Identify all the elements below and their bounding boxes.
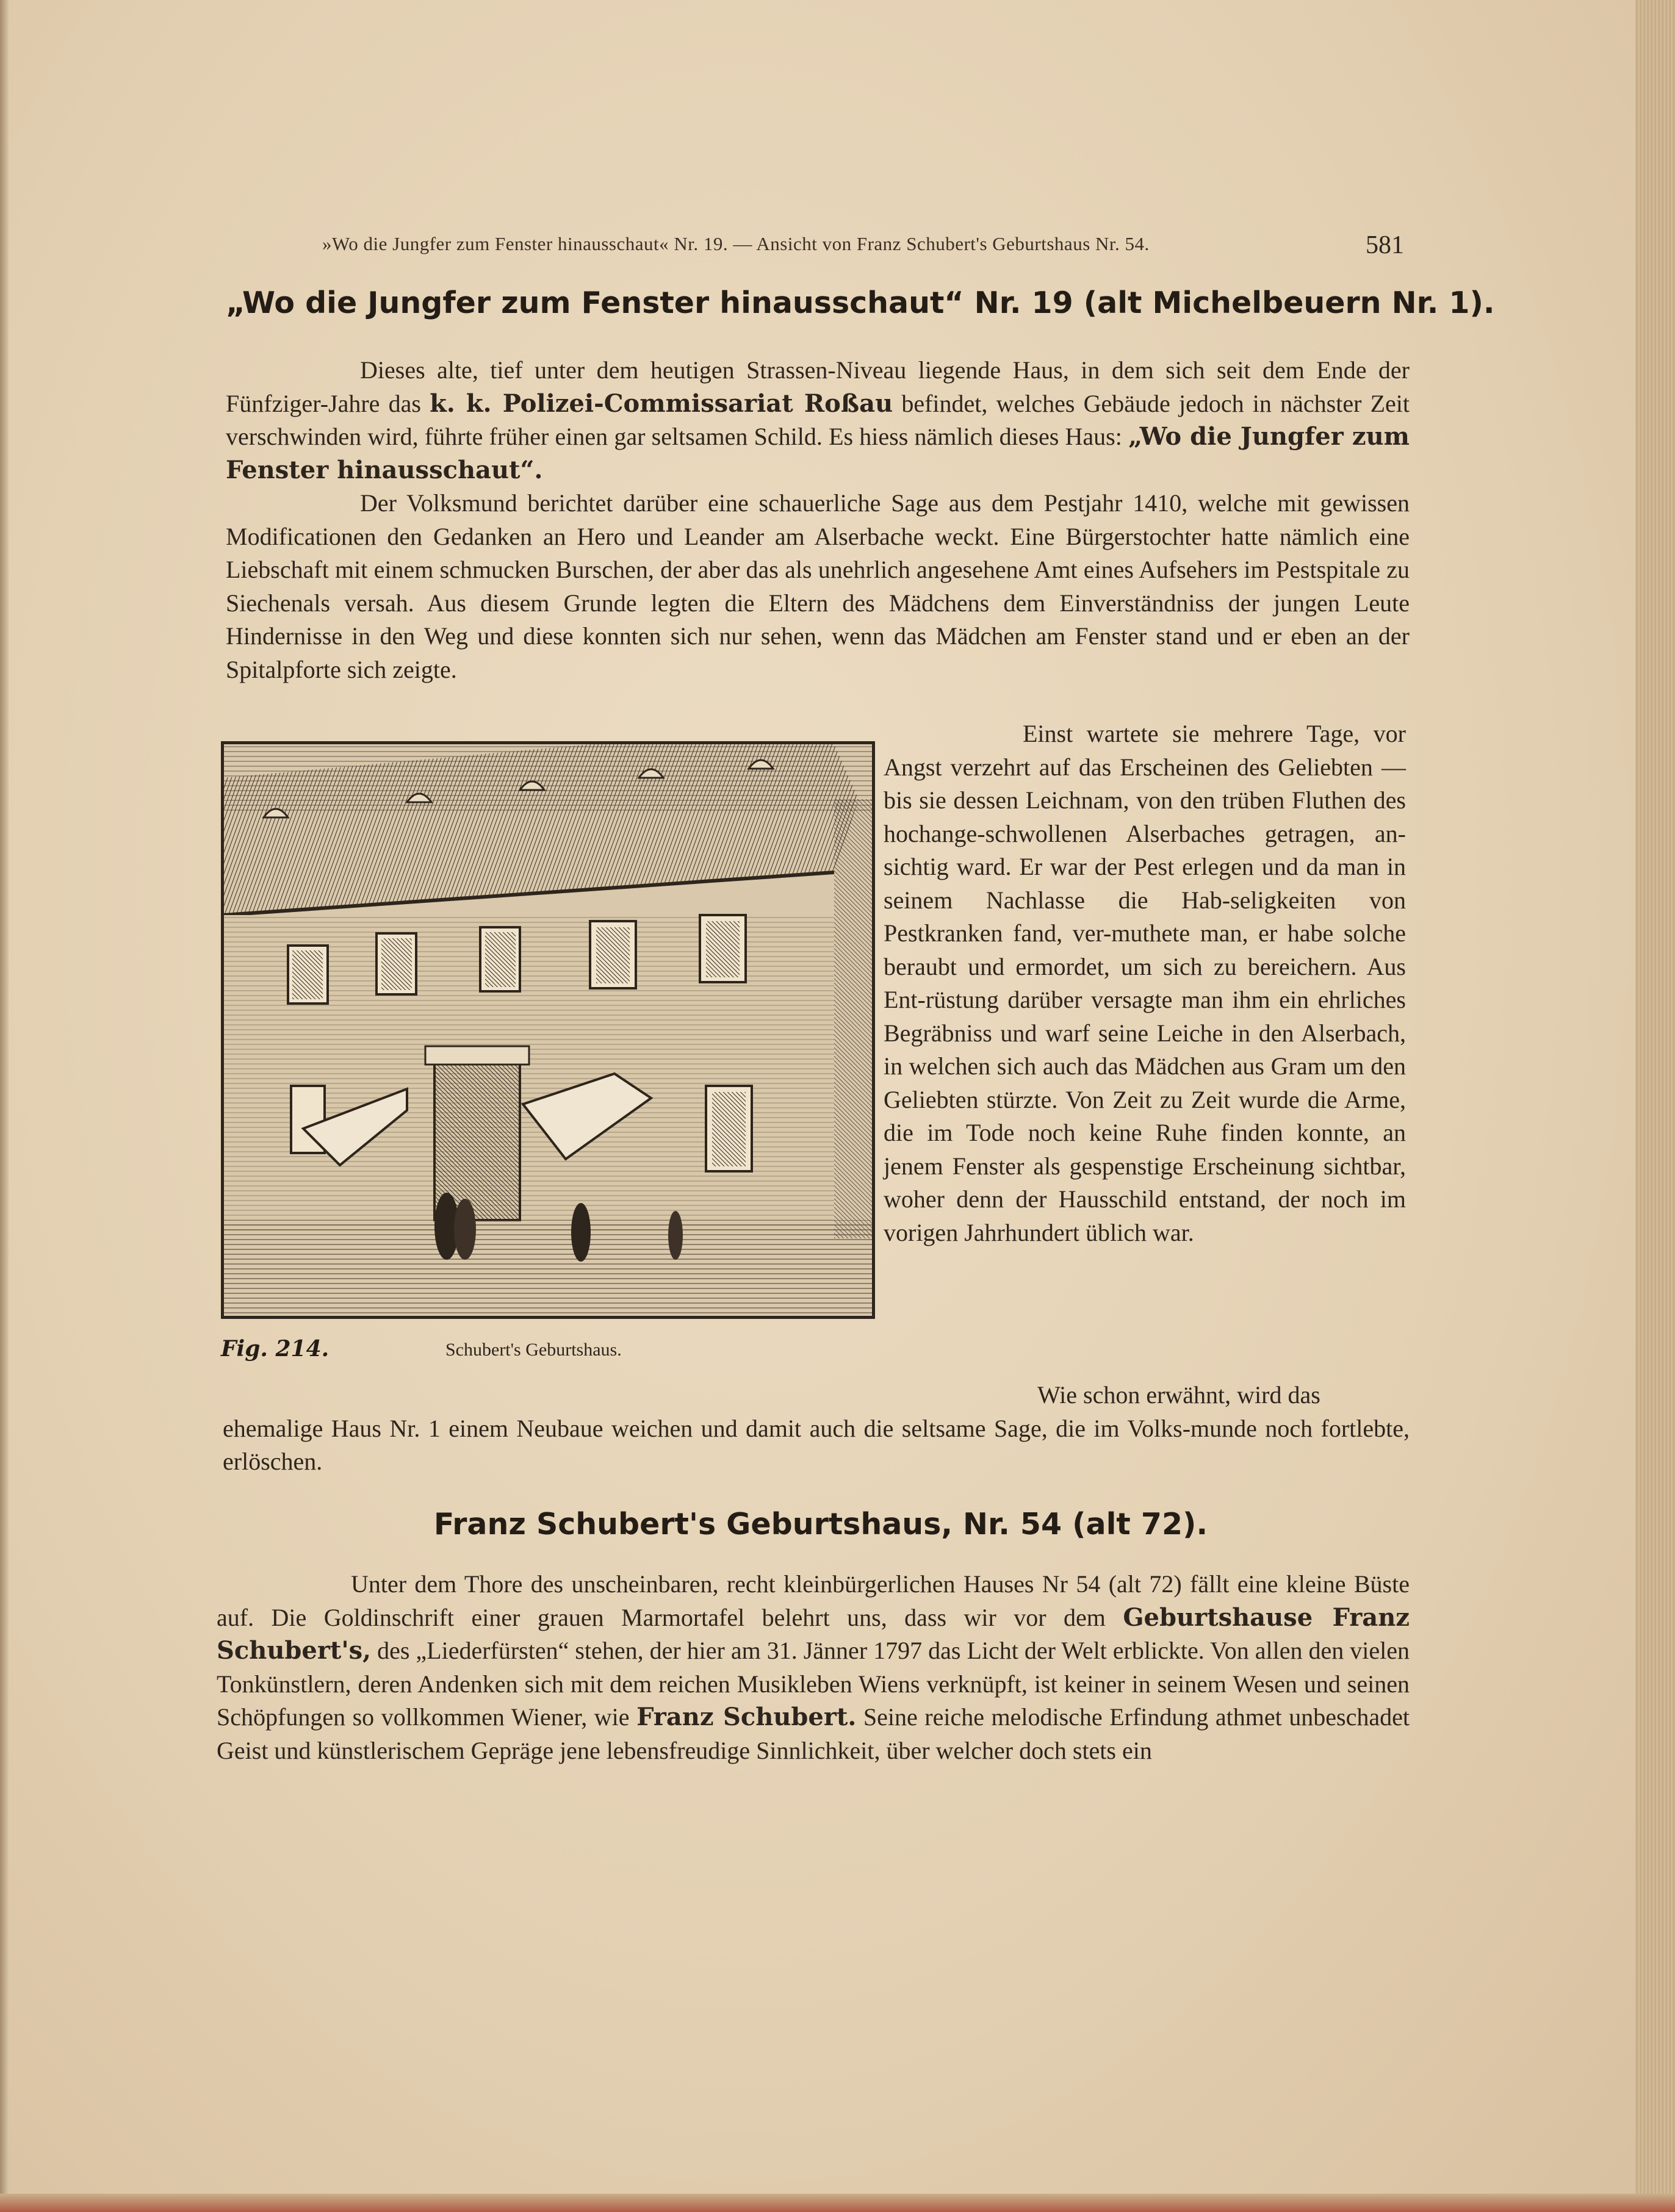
figure-engraving bbox=[221, 741, 875, 1319]
paragraph: Einst wartete sie mehrere Tage, vor Angst verzehrt auf das Erscheinen des Geliebten — bis sie dessen Leichnam, von den trüben Fluthen des hochange-schwollenen Alserbaches getragen, an-sichtig ward. Er war der Pest erlegen und da man in seinem Nachlasse die Hab-seligkeiten von Pestkranken fand, ver-muthete man, er habe solche beraubt und ermordet, um sich zu bereichern. Aus Ent-rüstung darüber versagte man ihm ein ehrliches Begräbniss und warf seine Leiche in den Alserbach, in welchen sich auch das Mädchen aus Gram um den Geliebten stürzte. Von Zeit zu Zeit wurde die Arme, die im Tode noch keine Ruhe finden konnte, an jenem Fenster als gespenstige Erscheinung sichtbar, woher denn der Hausschild entstand, der noch im vorigen Jahrhundert üblich war. bbox=[884, 720, 1406, 1246]
paragraph-text: Unter dem Thore des unscheinbaren, recht kleinbürgerlichen Hauses Nr 54 (alt 72) fällt eine kleine Büste auf. Die Goldinschrift einer grauen Marmortafel belehrt uns, dass wir vor dem bbox=[217, 1570, 1410, 1631]
fraktur-text: k. k. Polizei-Commissariat Roßau bbox=[430, 389, 893, 418]
schubert-house-illustration bbox=[224, 744, 872, 1316]
section1-text-bottom bbox=[223, 1379, 1410, 1479]
paragraph bbox=[217, 1568, 1410, 1767]
page-fore-edge bbox=[1635, 0, 1675, 2212]
paragraph-continuation: Wie schon erwähnt, wird das bbox=[1037, 1381, 1320, 1409]
page-gutter bbox=[0, 0, 9, 2212]
paragraph-text: Dieses alte, tief unter dem heutigen Strassen-Niveau liegende Haus, in dem sich seit dem Ende der Fünfziger-Jahre das bbox=[226, 356, 1410, 417]
fraktur-text: Geburtshause Franz Schubert's, bbox=[217, 1603, 1410, 1665]
running-header: »Wo die Jungfer zum Fenster hinausschaut« Nr. 19. — Ansicht von Franz Schubert's Geburtshaus Nr. 54. bbox=[322, 233, 1150, 254]
fraktur-text: „Wo die Jungfer zum Fenster hinausschaut“. bbox=[226, 422, 1410, 484]
section1-text-top bbox=[226, 354, 1410, 686]
section2-text bbox=[217, 1568, 1410, 1767]
section-heading-schubert: Franz Schubert's Geburtshaus, Nr. 54 (alt 72). bbox=[433, 1507, 1208, 1542]
page-number: 581 bbox=[1366, 231, 1404, 259]
figure-caption: Schubert's Geburtshaus. bbox=[445, 1340, 622, 1360]
paragraph: ehemalige Haus Nr. 1 einem Neubaue weichen und damit auch die seltsame Sage, die im Volks-munde noch fortlebte, erlöschen. bbox=[223, 1414, 1410, 1475]
section1-text-column bbox=[884, 717, 1406, 1249]
section-heading-jungfer: „Wo die Jungfer zum Fenster hinausschaut“ Nr. 19 (alt Michelbeuern Nr. 1). bbox=[226, 285, 1495, 320]
paragraph-text: des „Liederfürsten“ stehen, der hier am 31. Jänner 1797 das Licht der Welt erblickte. Von allen den vielen Tonkünstlern, deren Andenken sich mit dem reichen Musikleben Wiens verknüpft, ist keiner in seinem Wesen und seinen Schöpfungen so vollkommen Wiener, wie bbox=[217, 1637, 1410, 1731]
paragraph: Der Volksmund berichtet darüber eine schauerliche Sage aus dem Pestjahr 1410, welche mit gewissen Modificationen den Gedanken an Hero und Leander am Alserbache weckt. Eine Bürgerstochter hatte nämlich eine Liebschaft mit einem schmucken Burschen, der aber das als unehrlich angesehene Amt eines Aufsehers im Pestspitale zu Siechenals versah. Aus diesem Grunde legten die Eltern des Mädchens dem Einverständniss der jungen Leute Hindernisse in den Weg und diese konnten sich nur sehen, wenn das Mädchen am Fenster stand und er eben an der Spitalpforte sich zeigte. bbox=[226, 489, 1410, 683]
page-bottom-edge bbox=[0, 2194, 1675, 2212]
figure-label: Fig. 214. bbox=[221, 1336, 330, 1362]
paragraph-text: Seine reiche melodische Erfindung athmet unbeschadet Geist und künstlerischem Gepräge jene lebensfreudige Sinnlichkeit, über welcher doch stets ein bbox=[217, 1703, 1410, 1764]
paragraph-text: befindet, welches Gebäude jedoch in nächster Zeit verschwinden wird, führte früher einen gar seltsamen Schild. Es hiess nämlich dieses Haus: bbox=[226, 389, 1410, 450]
fraktur-text: Franz Schubert. bbox=[636, 1703, 857, 1731]
paragraph bbox=[226, 354, 1410, 487]
